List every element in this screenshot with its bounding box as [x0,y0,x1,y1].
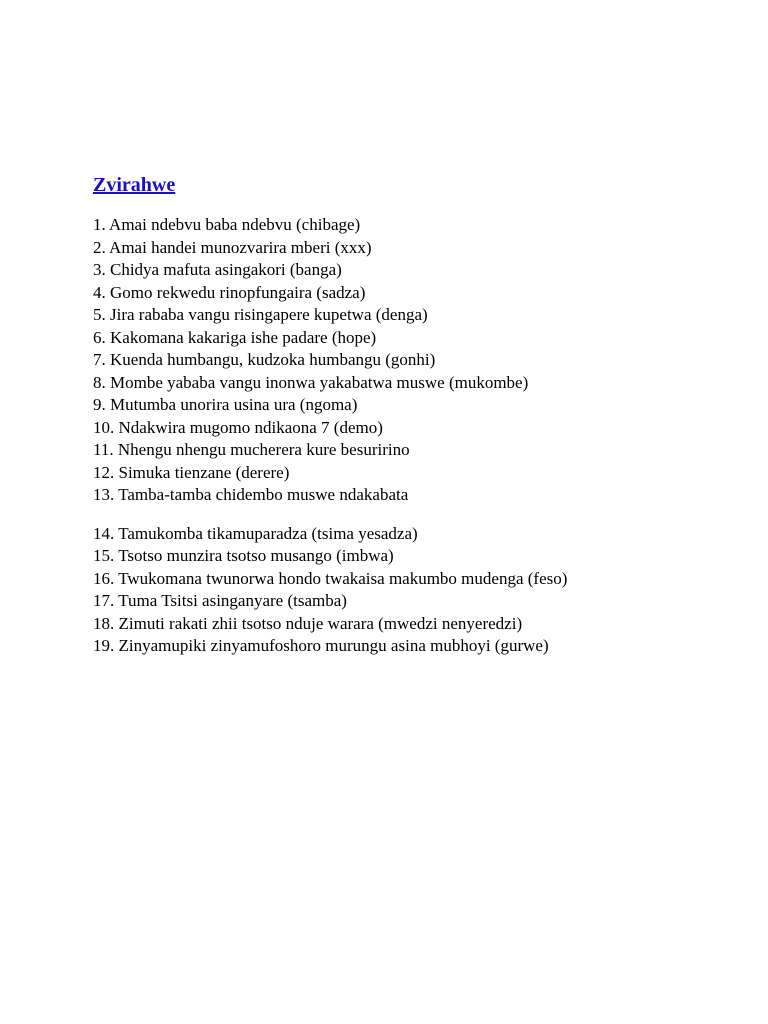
page-title-link[interactable]: Zvirahwe [93,174,176,196]
list-item: 1. Amai ndebvu baba ndebvu (chibage) [93,215,361,234]
list-item: 17. Tuma Tsitsi asinganyare (tsamba) [93,591,347,610]
list-item: 6. Kakomana kakariga ishe padare (hope) [93,327,377,347]
list-item: 12. Simuka tienzane (derere) [93,462,290,482]
list-item: 14. Tamukomba tikamuparadza (tsima yesadza) [93,523,418,543]
list-item: 5. Jira rababa vangu risingapere kupetwa (denga) [93,305,428,324]
riddle-list-part-two [93,523,753,658]
document-page [93,172,753,658]
list-item: 13. Tamba-tamba chidembo muswe ndakabata [93,485,409,504]
list-item: 19. Zinyamupiki zinyamufoshoro murungu asina mubhoyi (gurwe) [93,636,549,655]
riddle-list-part-one [93,214,753,507]
list-item: 2. Amai handei munozvarira mberi (xxx) [93,237,372,257]
list-item: 4. Gomo rekwedu rinopfungaira (sadza) [93,282,366,302]
list-item: 11. Nhengu nhengu mucherera kure besuririno [93,440,410,459]
list-item: 7. Kuenda humbangu, kudzoka humbangu (gonhi) [93,350,436,369]
list-item: 10. Ndakwira mugomo ndikaona 7 (demo) [93,417,383,437]
list-item: 16. Twukomana twunorwa hondo twakaisa makumbo mudenga (feso) [93,568,568,588]
list-item: 8. Mombe yababa vangu inonwa yakabatwa muswe (mukombe) [93,372,529,392]
list-item: 3. Chidya mafuta asingakori (banga) [93,260,342,279]
list-item: 15. Tsotso munzira tsotso musango (imbwa) [93,546,394,565]
list-item: 18. Zimuti rakati zhii tsotso nduje warara (mwedzi nenyeredzi) [93,613,523,633]
list-item: 9. Mutumba unorira usina ura (ngoma) [93,395,358,414]
